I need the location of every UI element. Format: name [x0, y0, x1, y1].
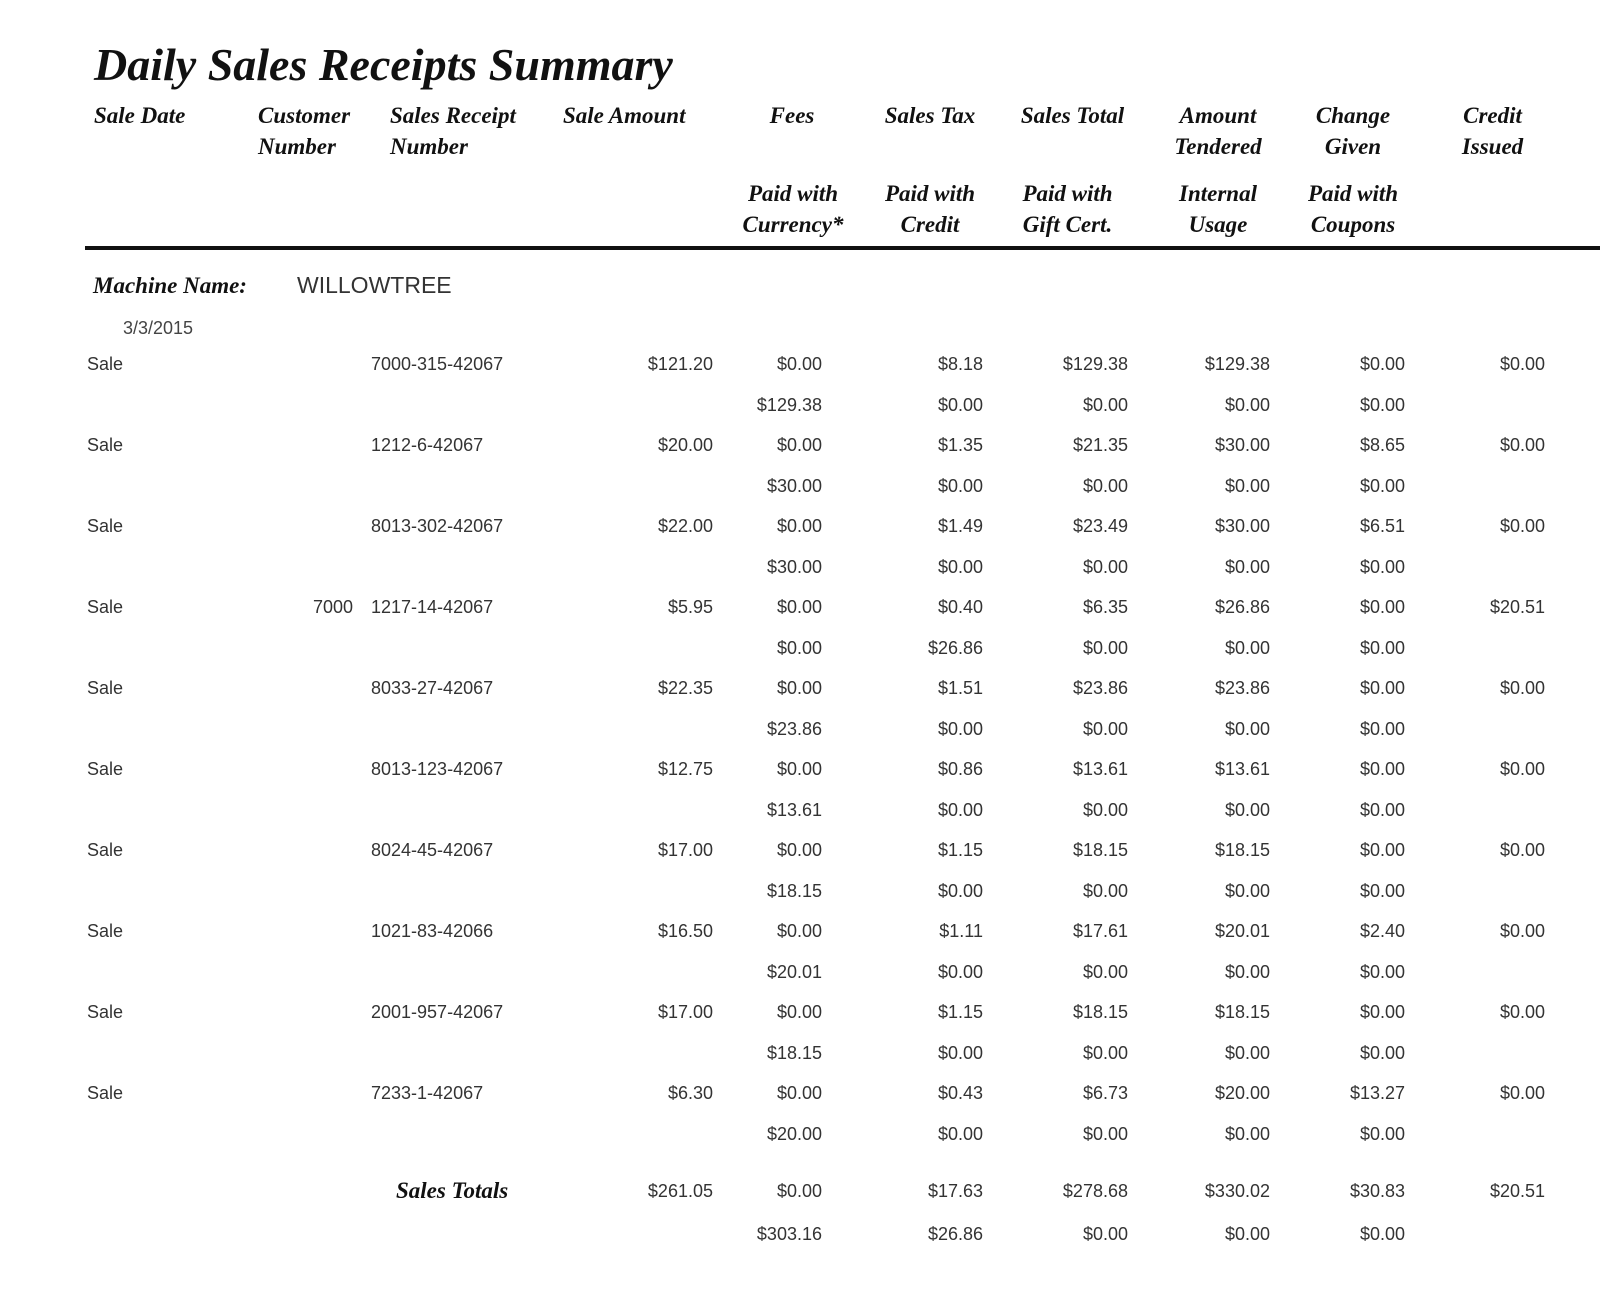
header-paid-coupons: Paid with Coupons	[1307, 181, 1399, 237]
row-paid-currency: $20.01	[766, 962, 822, 982]
row-paid-credit: $26.86	[927, 638, 983, 658]
row-sale-amount: $20.00	[657, 435, 713, 455]
row-type: Sale	[87, 435, 124, 455]
row-receipt-number: 8013-302-42067	[371, 516, 504, 536]
row-paid-coupons: $0.00	[1359, 557, 1405, 577]
row-sale-amount: $22.00	[657, 516, 713, 536]
row-sale-amount: $5.95	[667, 597, 713, 617]
row-sale-amount: $121.20	[647, 354, 713, 374]
row-paid-coupons: $0.00	[1359, 1124, 1405, 1144]
row-sales-tax: $1.11	[939, 921, 983, 941]
row-credit-issued: $0.00	[1499, 759, 1545, 779]
row-paid-gift-cert: $0.00	[1082, 1043, 1128, 1063]
row-fees: $0.00	[776, 1002, 822, 1022]
row-fees: $0.00	[776, 1083, 822, 1103]
row-paid-currency: $23.86	[766, 719, 822, 739]
row-paid-coupons: $0.00	[1359, 1043, 1405, 1063]
row-paid-gift-cert: $0.00	[1082, 719, 1128, 739]
row-credit-issued: $0.00	[1499, 435, 1545, 455]
row-sale-amount: $17.00	[657, 840, 713, 860]
row-paid-credit: $0.00	[937, 800, 983, 820]
total-paid-currency: $303.16	[756, 1224, 822, 1244]
row-internal-usage: $0.00	[1224, 395, 1270, 415]
row-paid-currency: $30.00	[766, 476, 822, 496]
report-title: Daily Sales Receipts Summary	[94, 39, 673, 90]
row-paid-currency: $30.00	[766, 557, 822, 577]
row-paid-gift-cert: $0.00	[1082, 1124, 1128, 1144]
row-change-given: $0.00	[1359, 1002, 1405, 1022]
total-change-given: $30.83	[1349, 1181, 1405, 1201]
row-paid-currency: $0.00	[776, 638, 822, 658]
row-amount-tendered: $18.15	[1214, 1002, 1270, 1022]
row-amount-tendered: $26.86	[1214, 597, 1270, 617]
row-change-given: $8.65	[1359, 435, 1405, 455]
row-credit-issued: $0.00	[1499, 921, 1545, 941]
row-receipt-number: 2001-957-42067	[371, 1002, 504, 1022]
total-sale-amount: $261.05	[647, 1181, 713, 1201]
row-paid-currency: $13.61	[766, 800, 822, 820]
row-change-given: $0.00	[1359, 759, 1405, 779]
row-type: Sale	[87, 1002, 124, 1022]
row-paid-coupons: $0.00	[1359, 395, 1405, 415]
header-paid-credit: Paid with Credit	[884, 181, 976, 237]
row-paid-coupons: $0.00	[1359, 476, 1405, 496]
row-paid-currency: $20.00	[766, 1124, 822, 1144]
row-internal-usage: $0.00	[1224, 476, 1270, 496]
row-internal-usage: $0.00	[1224, 719, 1270, 739]
row-paid-gift-cert: $0.00	[1082, 881, 1128, 901]
total-sales-total: $278.68	[1062, 1181, 1128, 1201]
row-paid-currency: $18.15	[766, 1043, 822, 1063]
header-sale-amount: Sale Amount	[563, 103, 686, 128]
row-receipt-number: 1021-83-42066	[371, 921, 494, 941]
row-receipt-number: 7233-1-42067	[371, 1083, 484, 1103]
row-change-given: $0.00	[1359, 678, 1405, 698]
row-paid-coupons: $0.00	[1359, 800, 1405, 820]
row-type: Sale	[87, 597, 124, 617]
row-sales-tax: $1.51	[937, 678, 983, 698]
row-change-given: $2.40	[1359, 921, 1405, 941]
row-sales-total: $23.86	[1072, 678, 1128, 698]
row-amount-tendered: $30.00	[1214, 516, 1270, 536]
row-sales-total: $13.61	[1072, 759, 1128, 779]
row-type: Sale	[87, 678, 124, 698]
row-sale-amount: $17.00	[657, 1002, 713, 1022]
row-type: Sale	[87, 759, 124, 779]
row-sales-total: $18.15	[1072, 1002, 1128, 1022]
header-credit-issued: Credit Issued	[1461, 103, 1524, 159]
report-date: 3/3/2015	[123, 318, 194, 338]
row-internal-usage: $0.00	[1224, 1043, 1270, 1063]
row-credit-issued: $0.00	[1499, 840, 1545, 860]
header-rule	[85, 246, 1600, 250]
row-internal-usage: $0.00	[1224, 1124, 1270, 1144]
row-sale-amount: $12.75	[657, 759, 713, 779]
row-type: Sale	[87, 921, 124, 941]
row-paid-credit: $0.00	[937, 1124, 983, 1144]
row-paid-credit: $0.00	[937, 557, 983, 577]
sales-totals-label: Sales Totals	[396, 1178, 509, 1203]
row-sales-total: $129.38	[1062, 354, 1128, 374]
row-paid-gift-cert: $0.00	[1082, 800, 1128, 820]
header-sales-receipt-number: Sales Receipt Number	[390, 103, 516, 159]
row-change-given: $0.00	[1359, 354, 1405, 374]
row-paid-coupons: $0.00	[1359, 881, 1405, 901]
total-paid-gift-cert: $0.00	[1082, 1224, 1128, 1244]
row-paid-currency: $129.38	[756, 395, 822, 415]
row-internal-usage: $0.00	[1224, 557, 1270, 577]
row-sales-tax: $1.15	[937, 840, 983, 860]
row-type: Sale	[87, 354, 124, 374]
row-sales-tax: $1.35	[937, 435, 983, 455]
row-paid-coupons: $0.00	[1359, 962, 1405, 982]
row-receipt-number: 8033-27-42067	[371, 678, 494, 698]
row-amount-tendered: $129.38	[1204, 354, 1270, 374]
row-receipt-number: 1212-6-42067	[371, 435, 484, 455]
row-amount-tendered: $30.00	[1214, 435, 1270, 455]
row-amount-tendered: $20.01	[1214, 921, 1270, 941]
row-sales-tax: $1.49	[937, 516, 983, 536]
row-fees: $0.00	[776, 921, 822, 941]
header-fees: Fees	[769, 103, 815, 128]
row-credit-issued: $0.00	[1499, 1002, 1545, 1022]
total-internal-usage: $0.00	[1224, 1224, 1270, 1244]
row-paid-gift-cert: $0.00	[1082, 476, 1128, 496]
row-change-given: $13.27	[1349, 1083, 1405, 1103]
row-sales-tax: $8.18	[937, 354, 983, 374]
row-amount-tendered: $13.61	[1214, 759, 1270, 779]
row-sales-total: $17.61	[1072, 921, 1128, 941]
row-paid-credit: $0.00	[937, 395, 983, 415]
row-paid-gift-cert: $0.00	[1082, 962, 1128, 982]
row-credit-issued: $0.00	[1499, 354, 1545, 374]
row-sales-tax: $0.86	[937, 759, 983, 779]
row-sales-total: $18.15	[1072, 840, 1128, 860]
row-receipt-number: 1217-14-42067	[371, 597, 494, 617]
row-paid-credit: $0.00	[937, 881, 983, 901]
row-paid-currency: $18.15	[766, 881, 822, 901]
row-receipt-number: 7000-315-42067	[371, 354, 504, 374]
row-fees: $0.00	[776, 435, 822, 455]
header-paid-currency: Paid with Currency*	[742, 181, 844, 237]
total-paid-credit: $26.86	[927, 1224, 983, 1244]
row-fees: $0.00	[776, 759, 822, 779]
row-receipt-number: 8013-123-42067	[371, 759, 504, 779]
total-fees: $0.00	[776, 1181, 822, 1201]
total-amount-tendered: $330.02	[1204, 1181, 1270, 1201]
row-amount-tendered: $20.00	[1214, 1083, 1270, 1103]
row-paid-gift-cert: $0.00	[1082, 395, 1128, 415]
row-fees: $0.00	[776, 354, 822, 374]
machine-name-value: WILLOWTREE	[297, 272, 452, 298]
row-sale-amount: $6.30	[667, 1083, 713, 1103]
row-sale-amount: $22.35	[657, 678, 713, 698]
row-internal-usage: $0.00	[1224, 638, 1270, 658]
row-sale-amount: $16.50	[657, 921, 713, 941]
row-sales-tax: $1.15	[937, 1002, 983, 1022]
row-paid-coupons: $0.00	[1359, 719, 1405, 739]
header-customer-number: Customer Number	[258, 103, 351, 159]
row-paid-gift-cert: $0.00	[1082, 557, 1128, 577]
row-sales-total: $23.49	[1072, 516, 1128, 536]
row-paid-credit: $0.00	[937, 476, 983, 496]
row-paid-gift-cert: $0.00	[1082, 638, 1128, 658]
header-sale-date: Sale Date	[94, 103, 186, 128]
header-internal-usage: Internal Usage	[1179, 181, 1257, 237]
row-credit-issued: $0.00	[1499, 516, 1545, 536]
row-customer-number: 7000	[312, 597, 353, 617]
row-internal-usage: $0.00	[1224, 881, 1270, 901]
row-paid-credit: $0.00	[937, 1043, 983, 1063]
row-credit-issued: $0.00	[1499, 678, 1545, 698]
header-sales-total: Sales Total	[1020, 103, 1125, 128]
total-credit-issued: $20.51	[1489, 1181, 1545, 1201]
header-change-given: Change Given	[1315, 103, 1391, 159]
row-type: Sale	[87, 516, 124, 536]
row-type: Sale	[87, 840, 124, 860]
row-amount-tendered: $18.15	[1214, 840, 1270, 860]
row-paid-credit: $0.00	[937, 962, 983, 982]
row-sales-total: $6.35	[1082, 597, 1128, 617]
machine-name-label: Machine Name:	[93, 273, 247, 298]
row-fees: $0.00	[776, 678, 822, 698]
row-receipt-number: 8024-45-42067	[371, 840, 494, 860]
header-paid-gift-cert: Paid with Gift Cert.	[1022, 181, 1113, 237]
row-internal-usage: $0.00	[1224, 800, 1270, 820]
row-paid-coupons: $0.00	[1359, 638, 1405, 658]
row-type: Sale	[87, 1083, 124, 1103]
row-sales-total: $21.35	[1072, 435, 1128, 455]
row-fees: $0.00	[776, 516, 822, 536]
total-sales-tax: $17.63	[927, 1181, 983, 1201]
row-amount-tendered: $23.86	[1214, 678, 1270, 698]
row-credit-issued: $0.00	[1499, 1083, 1545, 1103]
row-change-given: $6.51	[1359, 516, 1405, 536]
row-paid-credit: $0.00	[937, 719, 983, 739]
header-sales-tax: Sales Tax	[884, 103, 976, 128]
row-change-given: $0.00	[1359, 840, 1405, 860]
header-amount-tendered: Amount Tendered	[1174, 103, 1262, 159]
row-sales-tax: $0.43	[937, 1083, 983, 1103]
row-sales-total: $6.73	[1082, 1083, 1128, 1103]
row-fees: $0.00	[776, 840, 822, 860]
row-credit-issued: $20.51	[1489, 597, 1545, 617]
row-internal-usage: $0.00	[1224, 962, 1270, 982]
total-paid-coupons: $0.00	[1359, 1224, 1405, 1244]
row-fees: $0.00	[776, 597, 822, 617]
row-change-given: $0.00	[1359, 597, 1405, 617]
row-sales-tax: $0.40	[937, 597, 983, 617]
